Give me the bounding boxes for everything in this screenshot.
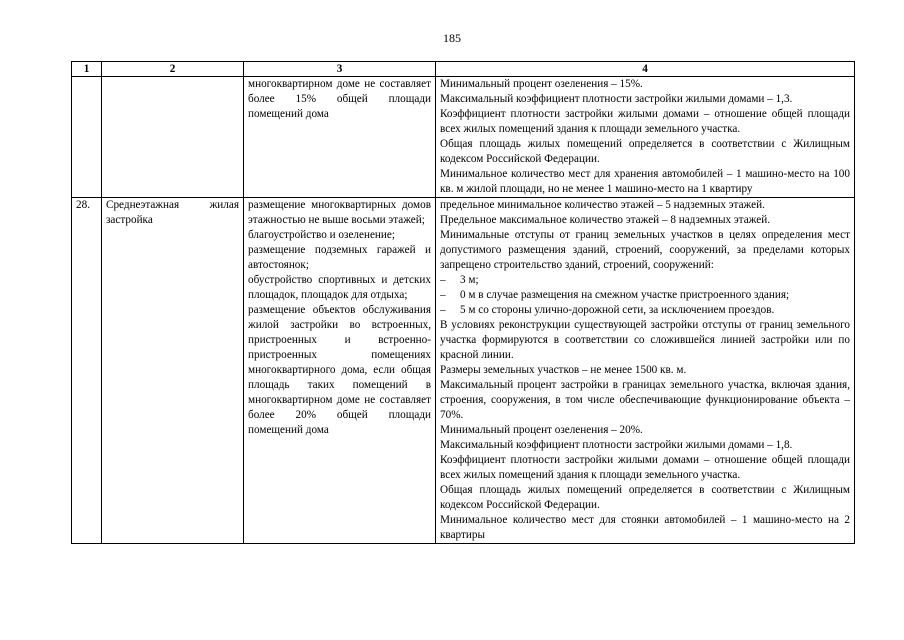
parameter-paragraph: Максимальный коэффициент плотности застройки жилыми домами – 1,3. xyxy=(440,93,793,105)
table-row-continued xyxy=(72,77,855,198)
parameter-paragraph: Предельное максимальное количество этажей – 8 надземных этажей. xyxy=(440,214,770,226)
parameter-paragraph: Минимальный процент озеленения – 20%. xyxy=(440,424,643,436)
parameter-paragraph: Общая площадь жилых помещений определяется в соответствии с Жилищным кодексом Российской Федерации. xyxy=(440,484,850,511)
parameter-paragraph: Максимальный процент застройки в границах земельного участка, включая здания, строения, сооружения, в том числе обеспечивающие функционирование объекта – 70%. xyxy=(440,379,850,421)
setback-list-item: – 3 м; xyxy=(440,273,850,288)
header-col-1: 1 xyxy=(72,62,102,77)
table-header-row xyxy=(72,62,855,77)
header-col-3: 3 xyxy=(244,62,436,77)
table-row-28 xyxy=(72,198,855,544)
parameter-paragraph: Коэффициент плотности застройки жилыми домами – отношение общей площади всех жилых помещений здания к площади земельного участка. xyxy=(440,108,850,135)
parameter-paragraph: Размеры земельных участков – не менее 1500 кв. м. xyxy=(440,364,687,376)
zoning-table xyxy=(71,61,855,544)
row-number xyxy=(72,77,102,198)
parameter-paragraph: Минимальное количество мест для стоянки автомобилей – 1 машино-место на 2 квартиры xyxy=(440,514,850,541)
setback-list-item: – 5 м со стороны улично-дорожной сети, за исключением проездов. xyxy=(440,303,850,318)
description-paragraph: обустройство спортивных и детских площадок, площадок для отдыха; xyxy=(248,274,431,301)
row-use-name: Среднеэтажная жилая застройка xyxy=(102,198,244,544)
row-number: 28. xyxy=(72,198,102,544)
parameter-paragraph: Коэффициент плотности застройки жилыми домами – отношение общей площади всех жилых помещений здания к площади земельного участка. xyxy=(440,454,850,481)
parameter-paragraph: Минимальный процент озеленения – 15%. xyxy=(440,78,643,90)
parameter-paragraph: Минимальное количество мест для хранения автомобилей – 1 машино-место на 100 кв. м жилой площади, но не менее 1 машино-место на 1 квартиру xyxy=(440,168,850,195)
page-number: 185 xyxy=(443,31,461,45)
description-paragraph: благоустройство и озеленение; xyxy=(248,229,395,241)
parameter-paragraph: Максимальный коэффициент плотности застройки жилыми домами – 1,8. xyxy=(440,439,793,451)
row-use-name xyxy=(102,77,244,198)
row-use-description xyxy=(244,77,436,198)
parameter-paragraph: Минимальные отступы от границ земельных участков в целях определения мест допустимого размещения зданий, строений, сооружений, за пределами которых запрещено строительство зданий, строений, сооружений: xyxy=(440,229,850,271)
parameter-paragraph: В условиях реконструкции существующей застройки отступы от границ земельного участка формируются в соответствии со сложившейся линией застройки или по красной линии. xyxy=(440,319,850,361)
header-col-2: 2 xyxy=(102,62,244,77)
description-paragraph: многоквартирном доме не составляет более 15% общей площади помещений дома xyxy=(248,78,431,120)
parameter-paragraph: Общая площадь жилых помещений определяется в соответствии с Жилищным кодексом Российской Федерации. xyxy=(440,138,850,165)
description-paragraph: размещение многоквартирных домов этажностью не выше восьми этажей; xyxy=(248,199,431,226)
row-use-description xyxy=(244,198,436,544)
row-parameters xyxy=(436,77,855,198)
description-paragraph: размещение подземных гаражей и автостоянок; xyxy=(248,244,431,271)
description-paragraph: размещение объектов обслуживания жилой застройки во встроенных, пристроенных и встроенно-пристроенных помещениях многоквартирного дома, если общая площадь таких помещений в многоквартирном доме не составляет более 20% общей площади помещений дома xyxy=(248,304,431,436)
parameter-paragraph: предельное минимальное количество этажей – 5 надземных этажей. xyxy=(440,199,765,211)
row-parameters xyxy=(436,198,855,544)
header-col-4: 4 xyxy=(436,62,855,77)
setback-list-item: – 0 м в случае размещения на смежном участке пристроенного здания; xyxy=(440,288,850,303)
